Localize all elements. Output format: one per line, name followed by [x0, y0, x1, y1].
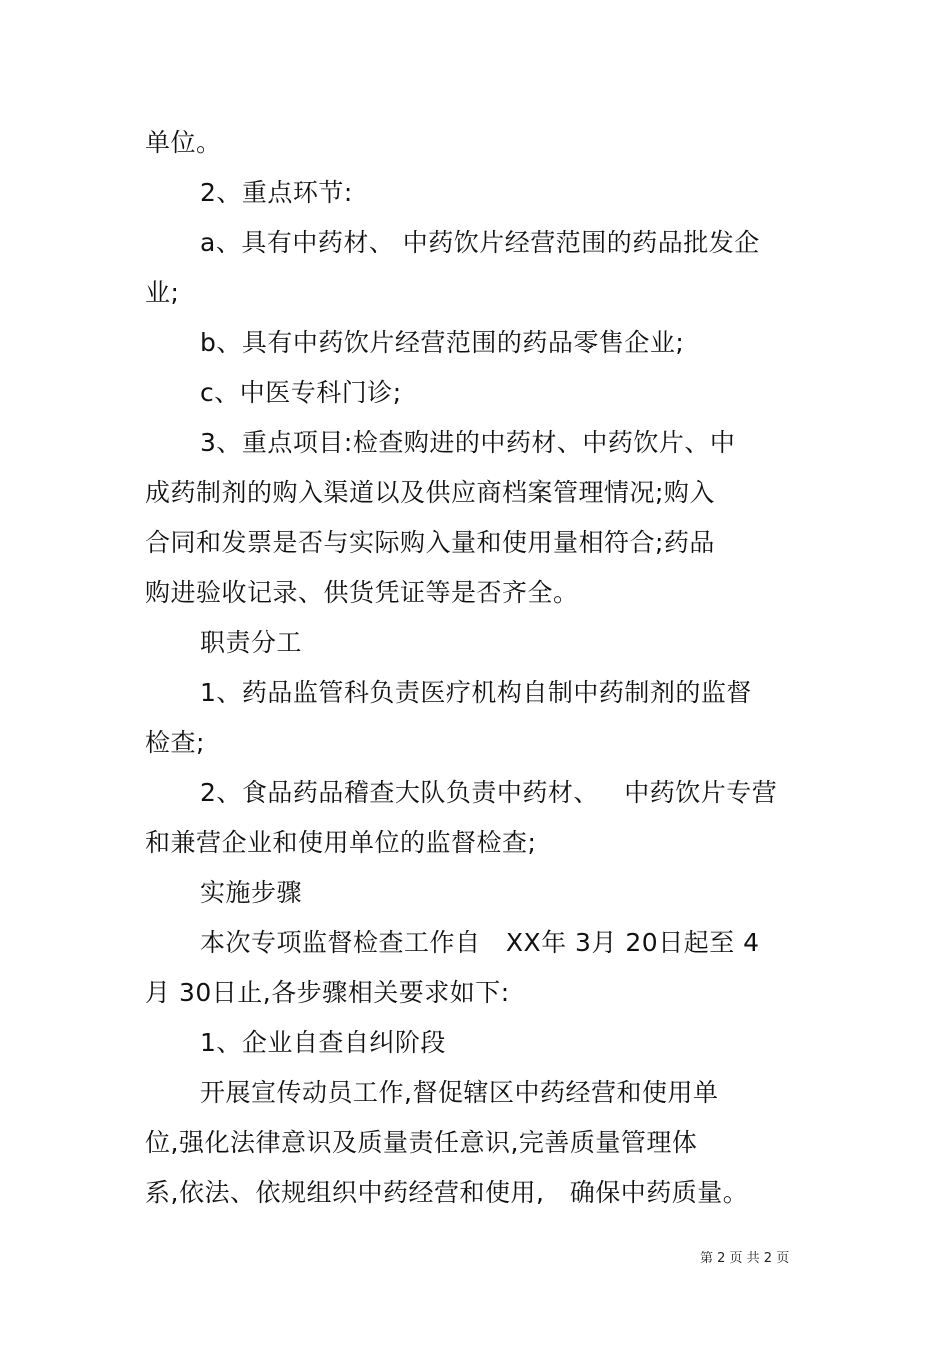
text-line: 合同和发票是否与实际购入量和使用量相符合;药品 [145, 528, 715, 557]
text-line: 业; [145, 278, 180, 307]
text-line: 2、重点环节: [200, 178, 353, 207]
text-line: b、具有中药饮片经营范围的药品零售企业; [200, 328, 685, 357]
text-line: 月 30日止,各步骤相关要求如下: [145, 978, 510, 1007]
text-line: 和兼营企业和使用单位的监督检查; [145, 828, 537, 857]
text-line: 单位。 [145, 128, 222, 157]
text-line: 1、企业自查自纠阶段 [200, 1028, 446, 1057]
text-line: 3、重点项目:检查购进的中药材、中药饮片、中 [200, 428, 736, 457]
text-line: 位,强化法律意识及质量责任意识,完善质量管理体 [145, 1128, 698, 1157]
text-line: 1、药品监管科负责医疗机构自制中药制剂的监督 [200, 678, 752, 707]
text-line: c、中医专科门诊; [200, 378, 402, 407]
text-line: a、具有中药材、 中药饮片经营范围的药品批发企 [200, 228, 760, 257]
text-line: 检查; [145, 728, 205, 757]
text-line: 系,依法、依规组织中药经营和使用, 确保中药质量。 [145, 1178, 749, 1207]
text-line: 开展宣传动员工作,督促辖区中药经营和使用单 [200, 1078, 719, 1107]
text-line: 2、食品药品稽查大队负责中药材、 中药饮片专营 [200, 778, 778, 807]
text-line: 购进验收记录、供货凭证等是否齐全。 [145, 578, 579, 607]
section-heading: 职责分工 [200, 628, 303, 657]
text-line: 成药制剂的购入渠道以及供应商档案管理情况;购入 [145, 478, 715, 507]
page-footer: 第 2 页 共 2 页 [700, 1251, 790, 1266]
section-heading: 实施步骤 [200, 878, 303, 907]
text-line: 本次专项监督检查工作自 XX年 3月 20日起至 4 [200, 928, 760, 957]
